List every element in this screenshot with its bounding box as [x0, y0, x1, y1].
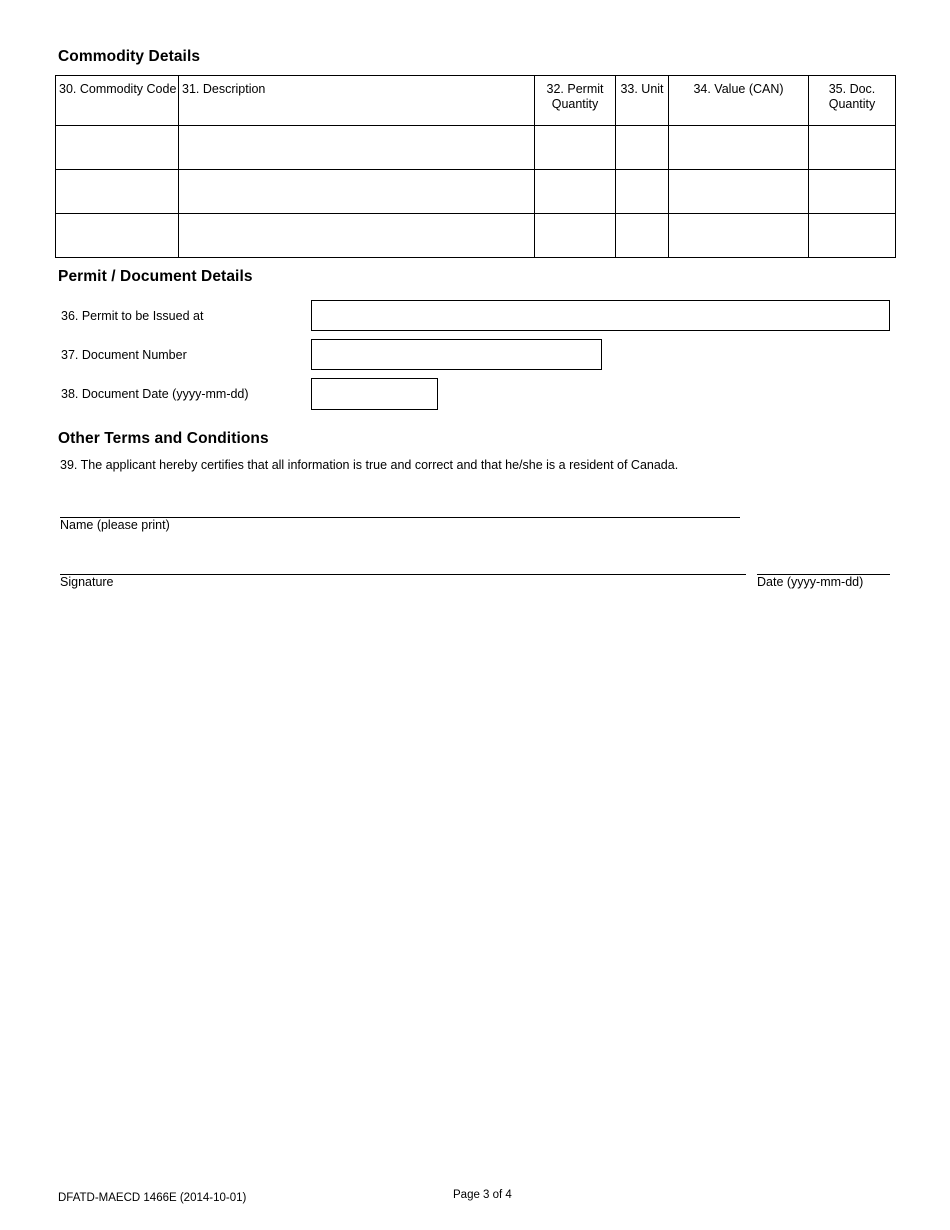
value-field[interactable] — [669, 214, 809, 258]
name-label: Name (please print) — [60, 518, 170, 532]
description-field[interactable] — [179, 170, 535, 214]
unit-field[interactable] — [616, 170, 669, 214]
doc-quantity-field[interactable] — [809, 126, 896, 170]
value-field[interactable] — [669, 126, 809, 170]
description-field[interactable] — [179, 126, 535, 170]
table-row — [56, 126, 896, 170]
terms-section-title: Other Terms and Conditions — [58, 430, 269, 447]
header-value: 34. Value (CAN) — [669, 76, 809, 126]
doc-quantity-field[interactable] — [809, 170, 896, 214]
permit-quantity-field[interactable] — [535, 126, 616, 170]
certification-text: 39. The applicant hereby certifies that all information is true and correct and that he/she is a resident of Canada. — [60, 458, 679, 472]
form-id: DFATD-MAECD 1466E (2014-10-01) — [58, 1192, 247, 1204]
page-number: Page 3 of 4 — [453, 1189, 512, 1201]
description-field[interactable] — [179, 214, 535, 258]
signature-label: Signature — [60, 575, 114, 589]
unit-field[interactable] — [616, 214, 669, 258]
permit-quantity-field[interactable] — [535, 214, 616, 258]
commodity-table — [55, 75, 896, 258]
doc-quantity-field[interactable] — [809, 214, 896, 258]
date-label: Date (yyyy-mm-dd) — [757, 575, 864, 589]
document-number-label: 37. Document Number — [61, 348, 187, 362]
document-date-field[interactable] — [311, 378, 438, 410]
commodity-code-field[interactable] — [56, 214, 179, 258]
commodity-header-row — [56, 76, 896, 126]
header-commodity-code: 30. Commodity Code — [56, 76, 179, 126]
document-date-label: 38. Document Date (yyyy-mm-dd) — [61, 387, 249, 401]
table-row — [56, 170, 896, 214]
commodity-code-field[interactable] — [56, 126, 179, 170]
table-row — [56, 214, 896, 258]
permit-issued-at-field[interactable] — [311, 300, 890, 331]
header-permit-quantity: 32. Permit Quantity — [535, 76, 616, 126]
commodity-section-title: Commodity Details — [58, 48, 201, 65]
permit-section-title: Permit / Document Details — [58, 268, 253, 285]
commodity-code-field[interactable] — [56, 170, 179, 214]
signature-line[interactable] — [60, 574, 746, 575]
value-field[interactable] — [669, 170, 809, 214]
header-description: 31. Description — [179, 76, 535, 126]
unit-field[interactable] — [616, 126, 669, 170]
permit-quantity-field[interactable] — [535, 170, 616, 214]
document-number-field[interactable] — [311, 339, 602, 370]
header-unit: 33. Unit — [616, 76, 669, 126]
permit-issued-at-label: 36. Permit to be Issued at — [61, 309, 204, 323]
header-doc-quantity: 35. Doc. Quantity — [809, 76, 896, 126]
